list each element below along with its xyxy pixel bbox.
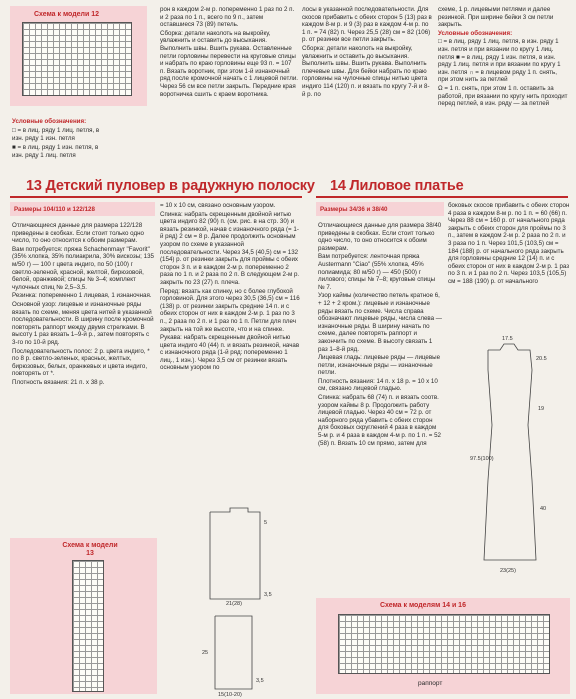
legend12-line-3: ■ = в лиц. ряду 1 изн. петля, в bbox=[12, 143, 99, 151]
p13-label-1: 21(28) bbox=[226, 601, 242, 607]
legend14-end: Ω = 1 п. снять, при этом 1 п. оставить за работой, при вязании по кругу нить проходит перед петлей, в изн. ряду — за петлей bbox=[438, 84, 568, 108]
pattern14-diagram bbox=[448, 330, 570, 578]
section13-col1 bbox=[12, 222, 154, 387]
s13-c1-p5: Последовательность полос: 2 р. цвета индиго, * по 8 р. светло-зеленых, красных, желтых, бирюзовых, белых, оранжевых и цвета индиго, повторять от *. bbox=[12, 347, 150, 378]
s14-c1-p2: Вам потребуется: ленточная пряжа Austermann "Ciao" (55% хлопка, 45% полиамида; 80 м/50 г) — 450 (500) г лилового; спицы № 7–8; круговые спицы № 7. bbox=[318, 253, 436, 291]
p14-label-4: 40 bbox=[540, 506, 547, 512]
section14-title: 14 Лиловое платье bbox=[330, 178, 464, 194]
s14-c1-p5: Плотность вязания: 14 п. х 18 р. = 10 х 10 см, связано лицевой гладью. bbox=[318, 377, 438, 393]
s13-c2-p2: Спинка: набрать скрещенным двойной нитью цвета индиго 82 (90) п. (см. рис. в на стр. 30) и вязать резинкой, начав с изнаночного ряда (= 1-й ряд) 2 см = 8 р. Далее продолжить основным узором по схеме в указанной последовательности. Через 34,5 (40,5) см = 132 (154) р. от резинки закрыть для проймы с обеих сторон 3 п. и в каждом 2-м р. попеременно 2 раза по 1 п. и 2 раза по 2 п. В следующем 2-м р. закрыть по 23 (27) п. плеча. bbox=[160, 210, 300, 286]
top-col3 bbox=[302, 6, 432, 99]
p14-label-1: 17.5 bbox=[502, 336, 513, 342]
p13-label-5: 3,5 bbox=[256, 678, 264, 684]
p13-label-6: 15(10-20) bbox=[218, 692, 242, 698]
s13-c1-p2: Вам потребуется: пряжа Schachenmayr "Favorit" (35% хлопка, 35% полиакрила, 30% вискозы; 135 м/50 г) — 100 г цвета индиго, по 50 (100) г светло-зеленой, красной, желтой, бирюзовой, белой, оранжевой; спицы № 3–4; комплект чулочных спиц № 2,5–3,5. bbox=[12, 245, 154, 291]
schema13-grid bbox=[72, 560, 104, 692]
schema14-grid bbox=[338, 614, 550, 674]
top-col2-p1: рон в каждом 2-м р. попеременно 1 раз по 2 п. и 2 раза по 1 п., всего по 9 п., затем оставшиеся 73 (89) петель. bbox=[160, 6, 295, 29]
pattern13-diagram bbox=[160, 504, 300, 698]
top-col2-p2: Сборка: детали наколоть на выкройку, увлажнить и оставить до высыхания. Выполнить швы. Вшить рукава. Оставленные петли горловины перевести на круговые спицы и набрать по краю горловины еще 93 п. = 107 п. Вязать воротник, при этом 1-й изнаночный ряд после кромочной начать с 1 лицевой петли. Через 56 см все петли закрыть. Передние края воротничка сшить с краем воротника. bbox=[160, 29, 298, 98]
section13-sizes: Размеры 104/110 и 122/128 bbox=[14, 206, 95, 213]
schema12-grid bbox=[22, 22, 132, 96]
rapport-label: раппорт bbox=[418, 680, 443, 687]
legend12 bbox=[12, 118, 152, 161]
top-col3-p1: лосы в указанной последовательности. Для скосов прибавить с обеих сторон 5 (13) раз в каждом 8-м р. и 9 (3) раз в каждом 4-м р. по 1 п. = 74 (82) п. Через 25,5 (28) см = 82 (106) р. от резинки все петли закрыть. bbox=[302, 6, 432, 44]
p13-label-3: 3,5 bbox=[264, 592, 272, 598]
section14-col2 bbox=[448, 202, 570, 287]
section13-rule bbox=[10, 196, 302, 198]
s13-c2-p4: Рукава: набрать скрещенным двойной нитью цвета индиго 40 (44) п. и вязать резинкой, начав с изнаночного ряда (1-й ряд: попеременно 1 лиц., 1 изн.). Через 3,5 см от резинки вязать основным узором по bbox=[160, 334, 300, 372]
p14-label-2: 20.5 bbox=[536, 356, 547, 362]
legend14-title: Условные обозначения: bbox=[438, 29, 513, 37]
section13-col2 bbox=[160, 202, 300, 373]
legend14-body: □ = в лиц. ряду 1 лиц. петля, в изн. ряду 1 изн. петля и при вязании по кругу 1 лиц. петля ■ = в лиц. ряду 1 изн. петля, в изн. ряду 1 лиц. петля и при вязании по кругу 1 изн. петля ∩ = в лицевом ряду 1 п. снять, при этом нить за петлей bbox=[438, 38, 561, 84]
section13-title: 13 Детский пуловер в радужную полоску bbox=[26, 178, 315, 194]
legend12-line-1: □ = в лиц. ряду 1 лиц. петля, в bbox=[12, 126, 100, 134]
legend12-line-2: изн. ряду 1 изн. петля bbox=[12, 135, 75, 143]
s13-c1-p3: Резинка: попеременно 1 лицевая, 1 изнаночная. bbox=[12, 292, 152, 300]
schema13-title: Схема к модели 13 bbox=[62, 542, 118, 557]
legend12-title: Условные обозначения: bbox=[12, 118, 87, 125]
top-col3-p2: Сборка: детали наколоть на выкройку, увлажнить и оставить до высыхания. Выполнить швы. Вшить рукава. Выполнить плечевые швы. Для бейки набрать по краю горловины на чулочные спицы нитью цвета индиго 114 (120) п. и вязать по кругу 7-й и 8-й р. по bbox=[302, 44, 430, 98]
s14-c1-p1: Отличающиеся данные для размера 38/40 приведены в скобках. Если стоит только одно число, то оно относится к обоим размерам. bbox=[318, 222, 442, 252]
s14-c1-p4: Лицевая гладь: лицевые ряды — лицевые петли, изнаночные ряды — изнаночные петли. bbox=[318, 354, 441, 377]
top-col4-p1: схеме, 1 р. лицевыми петлями и далее резинкой. При ширине бейки 3 см петли закрыть. bbox=[438, 6, 554, 29]
schema12-title: Схема к модели 12 bbox=[34, 11, 100, 18]
p13-label-4: 25 bbox=[202, 650, 209, 656]
section14-col1 bbox=[318, 222, 442, 448]
s13-c1-p4: Основной узор: лицевые и изнаночные ряды вязать по схеме, меняя цвета нитей в указанной последовательности. В ширину после кромочной повторять раппорт между двумя стрелками. В высоту 1 раз вязать 1–9-й р., затем повторять с 3-го по 10-й ряд. bbox=[12, 300, 154, 346]
top-col4 bbox=[438, 6, 568, 109]
top-col2 bbox=[160, 6, 298, 99]
s13-c2-p1: = 10 х 10 см, связано основным узором. bbox=[160, 202, 276, 209]
p13-label-2: 5 bbox=[264, 520, 268, 526]
p14-label-6: 23(25) bbox=[500, 568, 516, 574]
s14-c1-p3: Узор каймы (количество петель кратное 6, + 12 + 2 кром.): лицевые и изнаночные ряды вязать по схеме. Числа справа обозначают лицевые ряды, числа слева — изнаночные ряды. В ширину начать по схеме, далее повторять раппорт и закончить по схеме. В высоту связать 1 раз 1–8-й ряд. bbox=[318, 292, 442, 353]
s13-c2-p3: Перед: вязать как спинку, но с более глубокой горловиной. Для этого через 30,5 (36,5) см = 116 (138) р. от резинки закрыть средние 14 п. и с обеих сторон от них в каждом 2-м р. 1 раз по 3 п., 2 раза по 2 п. и 1 раз по 1 п. Петли для плеч закрыть на той же высоте, что и на спинке. bbox=[160, 287, 300, 333]
legend12-line-4: изн. ряду 1 лиц. петля bbox=[12, 152, 76, 160]
section14-sizes: Размеры 34/36 и 38/40 bbox=[320, 206, 388, 213]
schema14-title: Схема к моделям 14 и 16 bbox=[380, 602, 466, 609]
p14-label-5: 97.5(100) bbox=[470, 456, 494, 462]
s13-c1-p1: Отличающиеся данные для размера 122/128 приведены в скобках. Если стоит только одно число, то оно относится к обоим размерам. bbox=[12, 222, 144, 245]
s14-c2-p1: боковых скосов прибавить с обеих сторон 4 раза в каждом 8-м р. по 1 п. = 60 (66) п. Через 88 см = 160 р. от начального ряда закрыть с обеих сторон для проймы по 3 п., затем в каждом 2-м р. 2 раза по 2 п. и 3 раза по 1 п. Через 101,5 (103,5) см = 184 (188) р. от начального ряда закрыть для горловины средние 12 (14) п. и с обеих сторон от них в каждом 2-м р. 1 раз по 3 п. и 1 раз по 2 п. Через 103,5 (105,5) см = 188 (190) р. от начального bbox=[448, 202, 570, 285]
s13-c1-p6: Плотность вязания: 21 п. х 38 р. bbox=[12, 378, 105, 386]
p14-label-3: 19 bbox=[538, 406, 545, 412]
s14-c1-p6: Спинка: набрать 68 (74) п. и вязать соотв. узором каймы 8 р. Продолжить работу лицевой гладью. Через 40 см = 72 р. от наборного ряда убавить с обеих сторон для боковых скруглений 4 раза в каждом 5-м р. и 4 раза в каждом 4-м р. по 1 п. = 52 (58) п. Вязать 10 см прямо, затем для bbox=[318, 394, 441, 447]
section14-rule bbox=[316, 196, 568, 198]
